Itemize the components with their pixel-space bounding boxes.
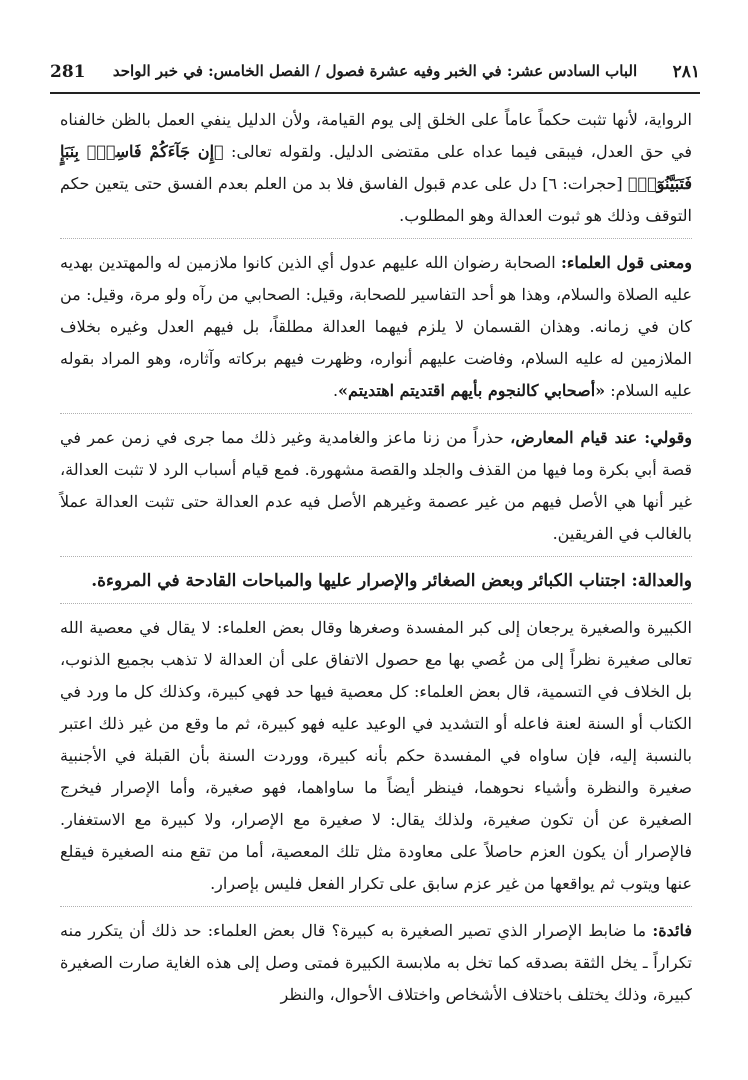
paragraph-text: الصحابة رضوان الله عليهم عدول أي الذين كانوا ملازمين له والمهتدين بهديه عليه الصلاة والسلام، وهذا هو أحد التفاسير للصحابة، وقيل: الصحابي من رآه ولو مرة، وقيل: من كان في زمانه. وهذان القسمان لا يلزم فيهما العدالة مطلقاً، بل فيهم العدل وغيره بخلاف الملازمين له عليه السلام، وفاضت عليهم أنواره، وظهرت فيهم بركاته وآثاره، وهو المراد بقوله عليه السلام: xyxy=(60,253,693,400)
paragraph-justice-heading: والعدالة: اجتناب الكبائر وبعض الصغائر والإصرار عليها والمباحات القادحة في المروءة. xyxy=(91,571,692,591)
paragraph-narration xyxy=(60,104,692,232)
section-divider xyxy=(60,556,692,557)
section-divider xyxy=(60,238,692,239)
paragraph-lead: فائدة: xyxy=(652,921,692,940)
paragraph-text: [حجرات: ٦] دل على عدم قبول الفاسق فلا بد من العلم بعدم الفسق حتى يتعين حكم التوقف وذلك هو ثبوت العدالة وهو المطلوب. xyxy=(60,174,692,225)
page-number-western: 281 xyxy=(50,62,86,82)
paragraph-text: ما ضابط الإصرار الذي تصير الصغيرة به كبيرة؟ قال بعض العلماء: حد ذلك أن يتكرر منه تكراراً ـ يخل الثقة بصدقه كما تخل به ملابسة الكبيرة فمتى وصل إلى هذه الغاية صارت الصغيرة كبيرة، وذلك يختلف باختلاف الأشخاص واختلاف الأحوال، والنظر xyxy=(60,921,692,1004)
paragraph-lead: وقولي: عند قيام المعارض، xyxy=(510,428,692,447)
paragraph-text: الرواية، لأنها تثبت حكماً عاماً على الخلق إلى يوم القيامة، ولأن الدليل ينفي العمل بالظن خالفناه في حق العدل، فيبقى فيما عداه على مقتضى الدليل. ولقوله تعالى: xyxy=(60,110,692,161)
running-title: الباب السادس عشر: في الخبر وفيه عشرة فصول / الفصل الخامس: في خبر الواحد xyxy=(112,62,638,80)
hadith-quote: «أصحابي كالنجوم بأيهم اقتديتم اهتديتم» xyxy=(338,381,606,400)
section-divider xyxy=(60,603,692,604)
page-body xyxy=(60,104,692,1011)
page-header xyxy=(50,52,700,94)
paragraph-opposing xyxy=(60,422,692,550)
paragraph-text: حذراً من زنا ماعز والغامدية وغير ذلك مما جرى في زمن عمر في قصة أبي بكرة وما فيها من القذف والجلد والقصة مشهورة. فمع قيام أسباب الرد لا تثبت العدالة، غير أنها هي الأصل فيهم من غير عصمة وغيرهم الأصل فيه عدم العدالة حتى تثبت العدالة عملاً بالغالب في الفريقين. xyxy=(60,428,692,543)
section-divider xyxy=(60,906,692,907)
paragraph-benefit xyxy=(60,915,692,1011)
paragraph-text: . xyxy=(332,381,339,400)
page-number-arabic: ٢٨١ xyxy=(672,62,700,82)
paragraph-major-minor xyxy=(60,612,692,900)
paragraph-text: الكبيرة والصغيرة يرجعان إلى كبر المفسدة وصغرها وقال بعض العلماء: لا يقال في معصية الله تعالى صغيرة نظراً إلى من عُصي بها مع حصول الاتفاق على أن العدالة لا تذهب بجميع الذنوب، بل الخلاف في التسمية، قال بعض العلماء: كل معصية فيها حد فهي كبيرة، وكذلك كل ما ورد في الكتاب أو السنة لعنة فاعله أو التشديد في الوعيد عليه فهو كبيرة، ثم ما وقع من غير ذلك اعتبر بالنسبة إليه، فإن ساواه في المفسدة حكم بأنه كبيرة، ووردت السنة بأن القبلة في الأجنبية صغيرة والنظرة وأشياء نحوهما، فينظر أيضاً ما ساواهما، فهو صغيرة، وأما الإصرار فيخرج الصغيرة عن أن تكون صغيرة، ولذلك يقال: لا صغيرة مع الإصرار، ولا كبيرة مع الاستغفار. فالإصرار أن يكون العزم حاصلاً على معاودة مثل تلك المعصية، أما من تقع منه الصغيرة فيقلع عنها ويتوب ثم يواقعها من غير عزم سابق على تكرار الفعل فليس بإصرار. xyxy=(60,618,692,893)
paragraph-companions xyxy=(60,247,692,407)
quran-verse: ﴿إِن جَآءَكُمْ فَاسِقُۢ بِنَبَإٍ فَتَبَيَّنُوٓا۟﴾ xyxy=(60,142,693,193)
paragraph-lead: ومعنى قول العلماء: xyxy=(560,253,692,272)
section-divider xyxy=(60,413,692,414)
